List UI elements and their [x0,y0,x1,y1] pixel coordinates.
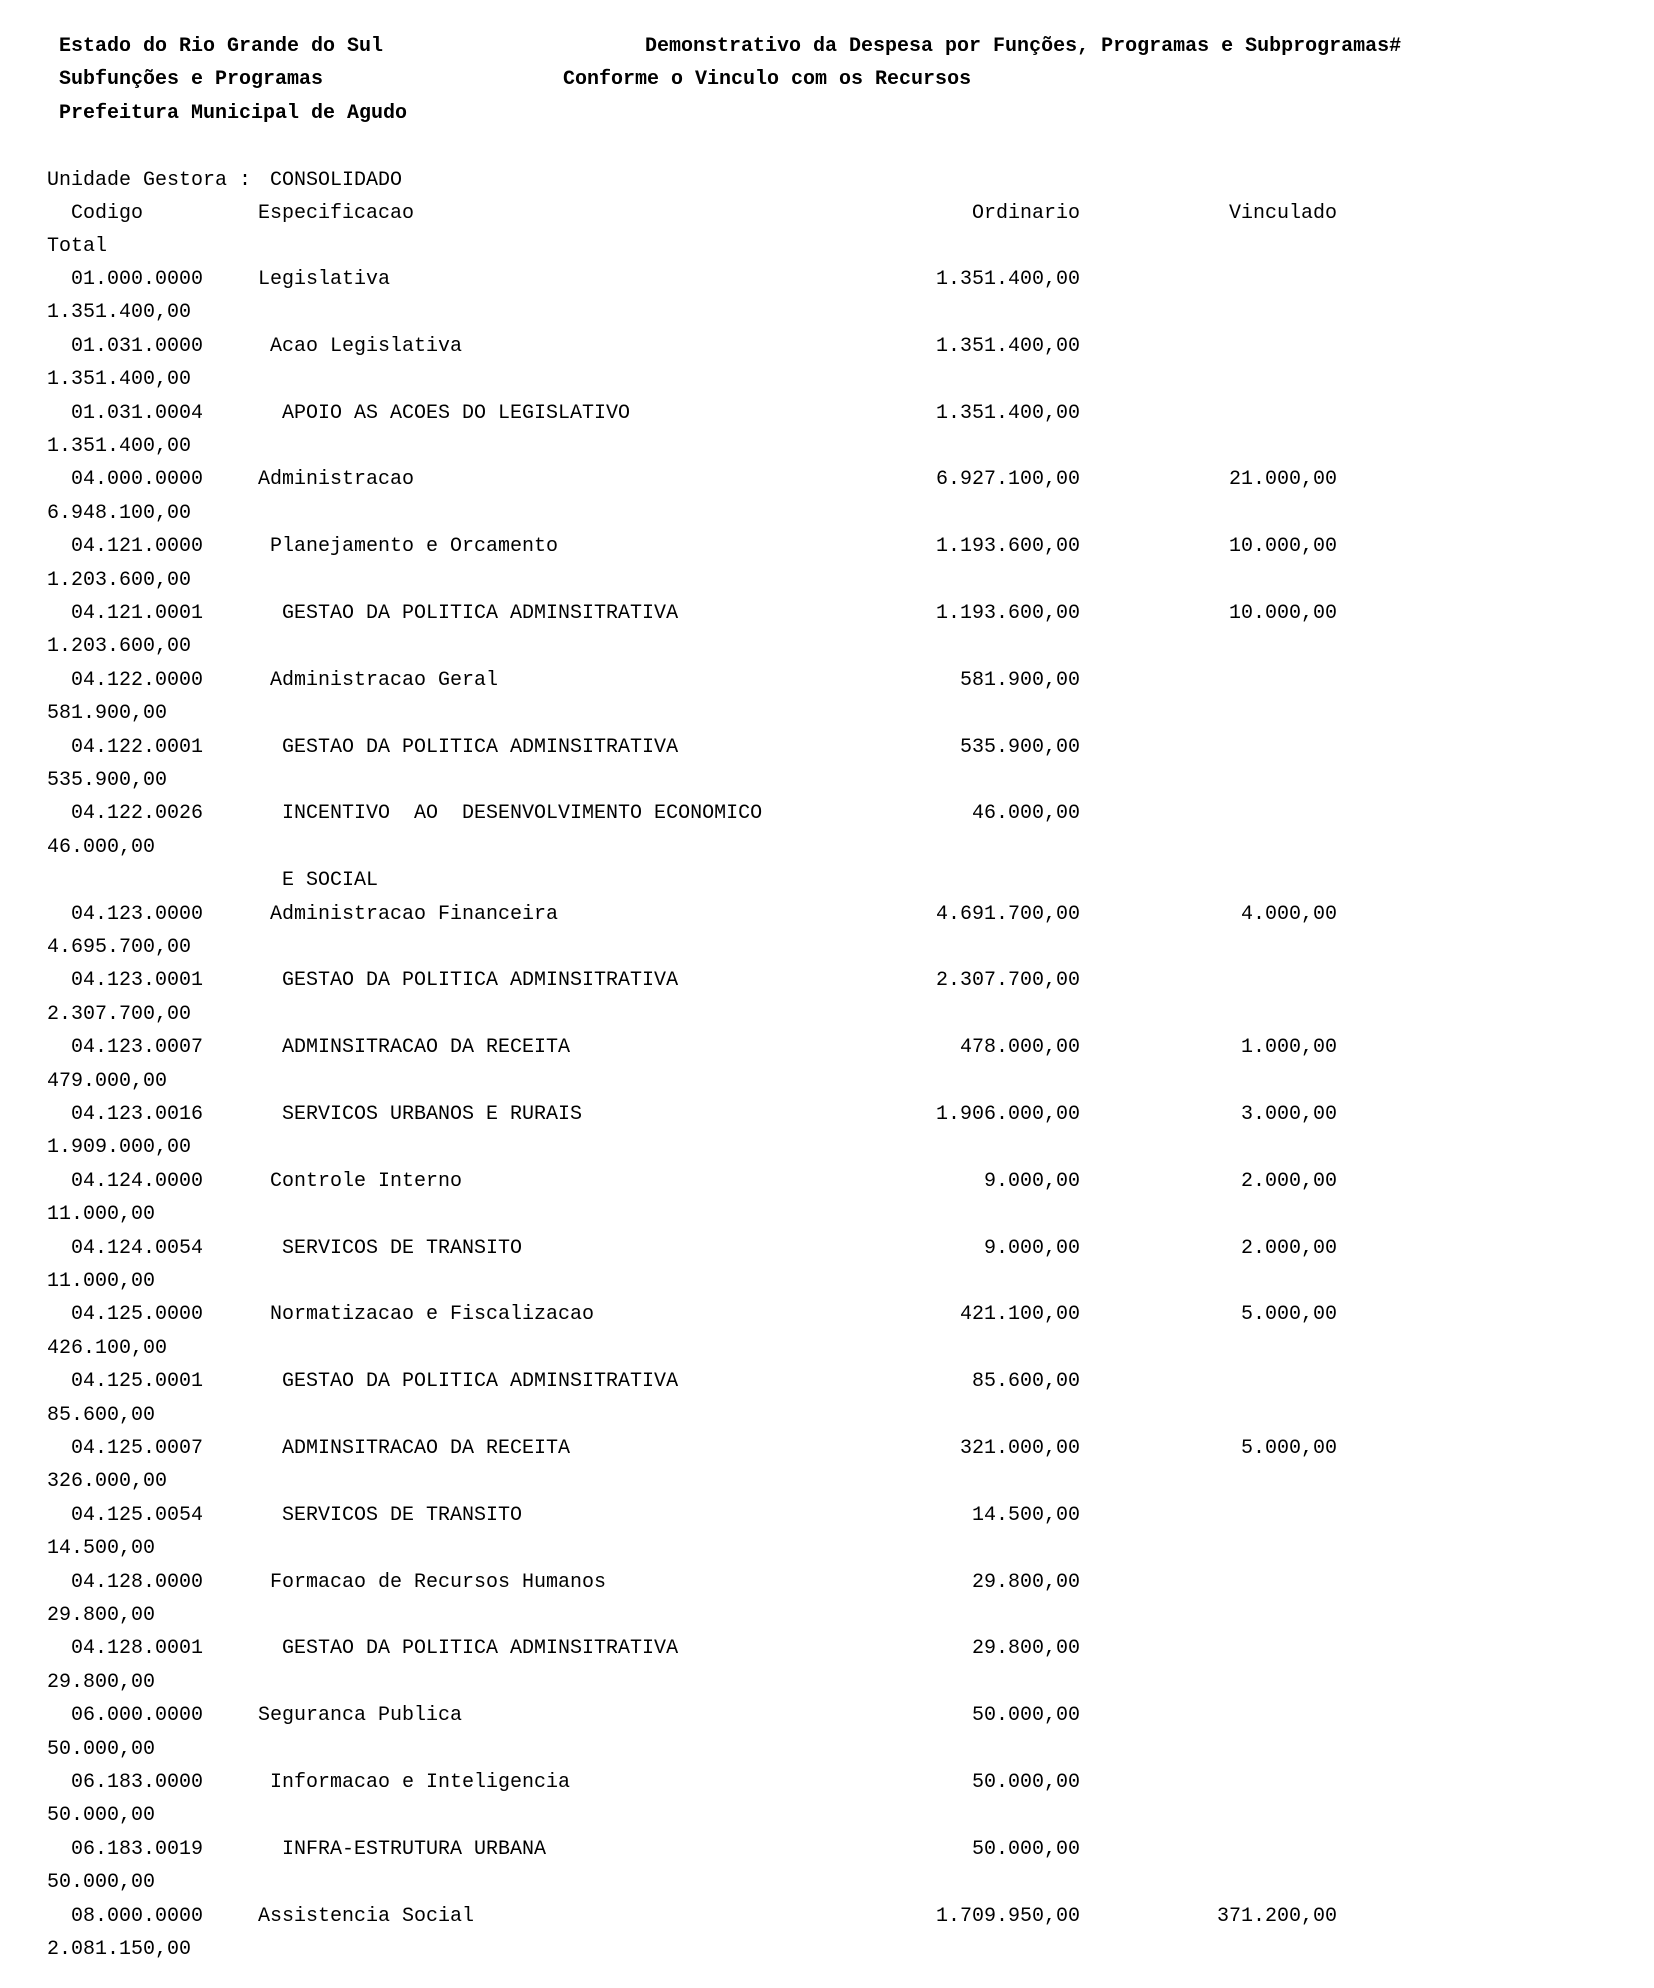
row-ordinary: 321.000,00 [959,1437,1080,1460]
row-code: 04.125.0001 [71,1370,204,1393]
row-linked [1037,1704,1337,1728]
row-linked [1037,736,1337,760]
row-ordinary: 29.800,00 [971,1571,1080,1594]
row-ordinary: 9.000,00 [983,1170,1080,1193]
row-ordinary: 6.927.100,00 [935,468,1080,491]
row-code: 01.031.0004 [71,402,204,425]
row-total: 11.000,00 [47,1270,156,1293]
row-code: 04.122.0026 [71,802,204,825]
row-spec: GESTAO DA POLITICA ADMINSITRATIVA [282,1637,679,1660]
row-ordinary: 1.193.600,00 [935,602,1080,625]
row-ordinary: 1.351.400,00 [935,268,1080,291]
row-linked [1037,669,1337,693]
row-ordinary: 2.307.700,00 [935,969,1080,992]
column-header-linked: Vinculado [1228,202,1337,225]
row-linked [1037,1370,1337,1394]
row-ordinary: 581.900,00 [959,669,1080,692]
header-subtitle-left: Subfunções e Programas [59,68,324,91]
row-total: 1.909.000,00 [47,1136,192,1159]
unit-value: CONSOLIDADO [270,169,403,192]
row-code: 04.128.0000 [71,1571,204,1594]
row-spec: Seguranca Publica [258,1704,463,1727]
row-spec: SERVICOS URBANOS E RURAIS [282,1103,583,1126]
row-spec: Controle Interno [270,1170,463,1193]
column-header-total: Total [47,235,108,258]
row-ordinary: 1.193.600,00 [935,535,1080,558]
row-total: 426.100,00 [47,1337,168,1360]
row-spec-continuation: E SOCIAL [282,869,379,892]
row-spec: SERVICOS DE TRANSITO [282,1504,523,1527]
column-header-ordinary: Ordinario [971,202,1080,225]
header-municipality: Prefeitura Municipal de Agudo [59,102,408,125]
header-state: Estado do Rio Grande do Sul [59,35,384,58]
row-linked: 371.200,00 [1216,1905,1337,1928]
row-linked [1037,1571,1337,1595]
row-total: 1.351.400,00 [47,435,192,458]
row-ordinary: 4.691.700,00 [935,903,1080,926]
row-code: 04.122.0000 [71,669,204,692]
row-total: 535.900,00 [47,769,168,792]
row-linked: 21.000,00 [1228,468,1337,491]
row-ordinary: 478.000,00 [959,1036,1080,1059]
row-code: 04.125.0054 [71,1504,204,1527]
row-code: 04.123.0016 [71,1103,204,1126]
row-spec: Legislativa [258,268,391,291]
row-spec: Administracao Geral [270,669,499,692]
row-spec: GESTAO DA POLITICA ADMINSITRATIVA [282,1370,679,1393]
row-ordinary: 85.600,00 [971,1370,1080,1393]
row-code: 01.031.0000 [71,335,204,358]
row-total: 1.203.600,00 [47,635,192,658]
row-ordinary: 421.100,00 [959,1303,1080,1326]
row-total: 4.695.700,00 [47,936,192,959]
row-spec: Formacao de Recursos Humanos [270,1571,607,1594]
row-total: 1.351.400,00 [47,368,192,391]
row-ordinary: 1.906.000,00 [935,1103,1080,1126]
row-code: 04.125.0007 [71,1437,204,1460]
row-ordinary: 14.500,00 [971,1504,1080,1527]
row-code: 06.000.0000 [71,1704,204,1727]
row-spec: ADMINSITRACAO DA RECEITA [282,1437,571,1460]
row-linked: 10.000,00 [1228,535,1337,558]
row-total: 6.948.100,00 [47,502,192,525]
row-total: 1.351.400,00 [47,301,192,324]
row-linked [1037,335,1337,359]
row-spec: APOIO AS ACOES DO LEGISLATIVO [282,402,631,425]
row-spec: Assistencia Social [258,1905,475,1928]
row-linked [1037,969,1337,993]
row-linked [1037,1637,1337,1661]
row-total: 581.900,00 [47,702,168,725]
row-ordinary: 1.351.400,00 [935,402,1080,425]
row-ordinary: 29.800,00 [971,1637,1080,1660]
row-code: 04.128.0001 [71,1637,204,1660]
row-code: 04.123.0001 [71,969,204,992]
row-spec: Informacao e Inteligencia [270,1771,571,1794]
row-spec: ADMINSITRACAO DA RECEITA [282,1036,571,1059]
row-code: 04.123.0007 [71,1036,204,1059]
column-header-spec: Especificacao [258,202,415,225]
row-ordinary: 50.000,00 [971,1771,1080,1794]
row-linked: 2.000,00 [1240,1237,1337,1260]
row-spec: INFRA-ESTRUTURA URBANA [282,1838,547,1861]
row-total: 14.500,00 [47,1537,156,1560]
row-total: 29.800,00 [47,1671,156,1694]
row-spec: SERVICOS DE TRANSITO [282,1237,523,1260]
row-total: 11.000,00 [47,1203,156,1226]
row-code: 06.183.0019 [71,1838,204,1861]
row-linked [1037,1504,1337,1528]
row-total: 50.000,00 [47,1738,156,1761]
row-ordinary: 1.709.950,00 [935,1905,1080,1928]
row-spec: Planejamento e Orcamento [270,535,559,558]
row-code: 04.124.0000 [71,1170,204,1193]
report-title: Demonstrativo da Despesa por Funções, Programas e Subprogramas# [645,35,1402,58]
row-ordinary: 50.000,00 [971,1704,1080,1727]
row-total: 326.000,00 [47,1470,168,1493]
row-spec: GESTAO DA POLITICA ADMINSITRATIVA [282,736,679,759]
row-total: 29.800,00 [47,1604,156,1627]
row-ordinary: 1.351.400,00 [935,335,1080,358]
row-linked [1037,1771,1337,1795]
row-linked: 5.000,00 [1240,1303,1337,1326]
row-linked [1037,1838,1337,1862]
row-linked: 1.000,00 [1240,1036,1337,1059]
row-total: 50.000,00 [47,1804,156,1827]
row-code: 06.183.0000 [71,1771,204,1794]
unit-label: Unidade Gestora : [47,169,252,192]
row-total: 1.203.600,00 [47,569,192,592]
row-code: 04.121.0000 [71,535,204,558]
row-spec: Administracao [258,468,415,491]
row-linked: 3.000,00 [1240,1103,1337,1126]
row-spec: Normatizacao e Fiscalizacao [270,1303,595,1326]
row-total: 2.081.150,00 [47,1938,192,1961]
row-code: 04.000.0000 [71,468,204,491]
row-linked [1037,268,1337,292]
row-code: 08.000.0000 [71,1905,204,1928]
row-total: 85.600,00 [47,1404,156,1427]
header-subtitle-right: Conforme o Vinculo com os Recursos [563,68,972,91]
row-linked: 10.000,00 [1228,602,1337,625]
row-spec: Administracao Financeira [270,903,559,926]
row-code: 04.122.0001 [71,736,204,759]
row-code: 04.124.0054 [71,1237,204,1260]
row-linked [1037,802,1337,826]
row-linked: 5.000,00 [1240,1437,1337,1460]
row-code: 01.000.0000 [71,268,204,291]
row-spec: GESTAO DA POLITICA ADMINSITRATIVA [282,602,679,625]
column-header-code: Codigo [71,202,144,225]
row-code: 04.125.0000 [71,1303,204,1326]
row-spec: INCENTIVO AO DESENVOLVIMENTO ECONOMICO [282,802,763,825]
row-ordinary: 46.000,00 [971,802,1080,825]
row-linked [1037,402,1337,426]
row-spec: GESTAO DA POLITICA ADMINSITRATIVA [282,969,679,992]
row-linked: 4.000,00 [1240,903,1337,926]
row-code: 04.121.0001 [71,602,204,625]
row-ordinary: 50.000,00 [971,1838,1080,1861]
row-total: 2.307.700,00 [47,1003,192,1026]
row-code: 04.123.0000 [71,903,204,926]
row-linked: 2.000,00 [1240,1170,1337,1193]
row-total: 50.000,00 [47,1871,156,1894]
row-spec: Acao Legislativa [270,335,463,358]
row-ordinary: 535.900,00 [959,736,1080,759]
row-total: 479.000,00 [47,1070,168,1093]
row-total: 46.000,00 [47,836,156,859]
row-ordinary: 9.000,00 [983,1237,1080,1260]
